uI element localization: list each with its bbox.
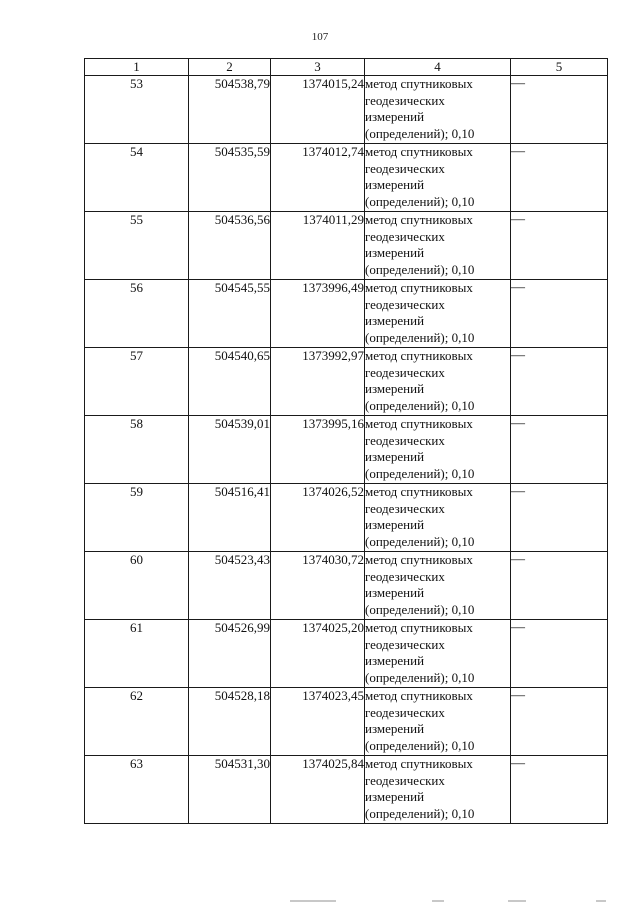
point-number-cell: 55: [85, 212, 189, 280]
method-cell: [365, 756, 511, 824]
y-coordinate-cell: 1373992,97: [271, 348, 365, 416]
method-line: измерений: [365, 517, 425, 532]
method-line: геодезических: [365, 772, 445, 788]
point-number-cell: 57: [85, 348, 189, 416]
method-line: метод спутниковых: [365, 76, 473, 91]
method-line: метод спутниковых: [365, 348, 473, 363]
method-line: метод спутниковых: [365, 756, 473, 771]
column-header: 4: [365, 59, 511, 76]
page-number: 107: [311, 31, 329, 43]
method-line: геодезических: [365, 296, 445, 312]
method-line: (определений); 0,10: [365, 805, 475, 821]
method-line: геодезических: [365, 92, 445, 108]
note-cell: —: [511, 76, 608, 144]
method-line: метод спутниковых: [365, 484, 473, 499]
method-line: (определений); 0,10: [365, 669, 475, 685]
y-coordinate-cell: 1373995,16: [271, 416, 365, 484]
point-number-cell: 59: [85, 484, 189, 552]
method-line: измерений: [365, 721, 425, 736]
column-header: 1: [85, 59, 189, 76]
y-coordinate-cell: 1374030,72: [271, 552, 365, 620]
x-coordinate-cell: 504545,55: [189, 280, 271, 348]
coordinates-table: [84, 58, 608, 824]
point-number-cell: 61: [85, 620, 189, 688]
table-row: [85, 484, 608, 552]
method-line: метод спутниковых: [365, 688, 473, 703]
table-row: [85, 756, 608, 824]
note-cell: —: [511, 348, 608, 416]
method-line: (определений); 0,10: [365, 397, 475, 413]
method-line: измерений: [365, 313, 425, 328]
method-line: геодезических: [365, 160, 445, 176]
table-row: [85, 348, 608, 416]
method-cell: [365, 688, 511, 756]
column-header: 5: [511, 59, 608, 76]
method-line: (определений); 0,10: [365, 465, 475, 481]
method-line: (определений); 0,10: [365, 125, 475, 141]
method-line: геодезических: [365, 432, 445, 448]
method-line: метод спутниковых: [365, 552, 473, 567]
table-row: [85, 76, 608, 144]
note-cell: —: [511, 552, 608, 620]
method-line: (определений); 0,10: [365, 533, 475, 549]
y-coordinate-cell: 1374023,45: [271, 688, 365, 756]
method-line: (определений); 0,10: [365, 601, 475, 617]
column-header: 3: [271, 59, 365, 76]
method-line: (определений); 0,10: [365, 329, 475, 345]
method-line: измерений: [365, 449, 425, 464]
table-row: [85, 280, 608, 348]
y-coordinate-cell: 1374025,84: [271, 756, 365, 824]
method-line: метод спутниковых: [365, 620, 473, 635]
x-coordinate-cell: 504536,56: [189, 212, 271, 280]
method-cell: [365, 76, 511, 144]
note-cell: —: [511, 484, 608, 552]
table-row: [85, 144, 608, 212]
table-row: [85, 688, 608, 756]
method-cell: [365, 144, 511, 212]
y-coordinate-cell: 1374026,52: [271, 484, 365, 552]
method-cell: [365, 620, 511, 688]
table-row: [85, 620, 608, 688]
scan-artifacts: [0, 896, 640, 905]
method-line: измерений: [365, 653, 425, 668]
y-coordinate-cell: 1374012,74: [271, 144, 365, 212]
x-coordinate-cell: 504528,18: [189, 688, 271, 756]
point-number-cell: 58: [85, 416, 189, 484]
table-row: [85, 552, 608, 620]
note-cell: —: [511, 620, 608, 688]
note-cell: —: [511, 144, 608, 212]
method-line: метод спутниковых: [365, 212, 473, 227]
y-coordinate-cell: 1374015,24: [271, 76, 365, 144]
x-coordinate-cell: 504539,01: [189, 416, 271, 484]
method-line: геодезических: [365, 704, 445, 720]
method-line: метод спутниковых: [365, 144, 473, 159]
x-coordinate-cell: 504535,59: [189, 144, 271, 212]
method-line: (определений); 0,10: [365, 737, 475, 753]
table-body: [85, 76, 608, 824]
note-cell: —: [511, 756, 608, 824]
table-header-row: [85, 59, 608, 76]
x-coordinate-cell: 504526,99: [189, 620, 271, 688]
method-cell: [365, 348, 511, 416]
method-cell: [365, 552, 511, 620]
point-number-cell: 56: [85, 280, 189, 348]
method-cell: [365, 280, 511, 348]
method-line: (определений); 0,10: [365, 261, 475, 277]
column-header: 2: [189, 59, 271, 76]
x-coordinate-cell: 504538,79: [189, 76, 271, 144]
method-line: измерений: [365, 245, 425, 260]
x-coordinate-cell: 504516,41: [189, 484, 271, 552]
method-cell: [365, 416, 511, 484]
method-line: (определений); 0,10: [365, 193, 475, 209]
method-line: геодезических: [365, 500, 445, 516]
method-line: метод спутниковых: [365, 280, 473, 295]
method-line: измерений: [365, 381, 425, 396]
note-cell: —: [511, 212, 608, 280]
point-number-cell: 63: [85, 756, 189, 824]
note-cell: —: [511, 416, 608, 484]
method-line: геодезических: [365, 568, 445, 584]
y-coordinate-cell: 1373996,49: [271, 280, 365, 348]
method-line: метод спутниковых: [365, 416, 473, 431]
method-cell: [365, 212, 511, 280]
method-line: измерений: [365, 789, 425, 804]
point-number-cell: 60: [85, 552, 189, 620]
x-coordinate-cell: 504540,65: [189, 348, 271, 416]
x-coordinate-cell: 504523,43: [189, 552, 271, 620]
point-number-cell: 53: [85, 76, 189, 144]
method-line: геодезических: [365, 228, 445, 244]
x-coordinate-cell: 504531,30: [189, 756, 271, 824]
method-line: геодезических: [365, 364, 445, 380]
note-cell: —: [511, 280, 608, 348]
method-line: измерений: [365, 177, 425, 192]
y-coordinate-cell: 1374011,29: [271, 212, 365, 280]
method-line: геодезических: [365, 636, 445, 652]
method-line: измерений: [365, 585, 425, 600]
y-coordinate-cell: 1374025,20: [271, 620, 365, 688]
method-cell: [365, 484, 511, 552]
method-line: измерений: [365, 109, 425, 124]
table-row: [85, 212, 608, 280]
point-number-cell: 54: [85, 144, 189, 212]
point-number-cell: 62: [85, 688, 189, 756]
note-cell: —: [511, 688, 608, 756]
table-row: [85, 416, 608, 484]
